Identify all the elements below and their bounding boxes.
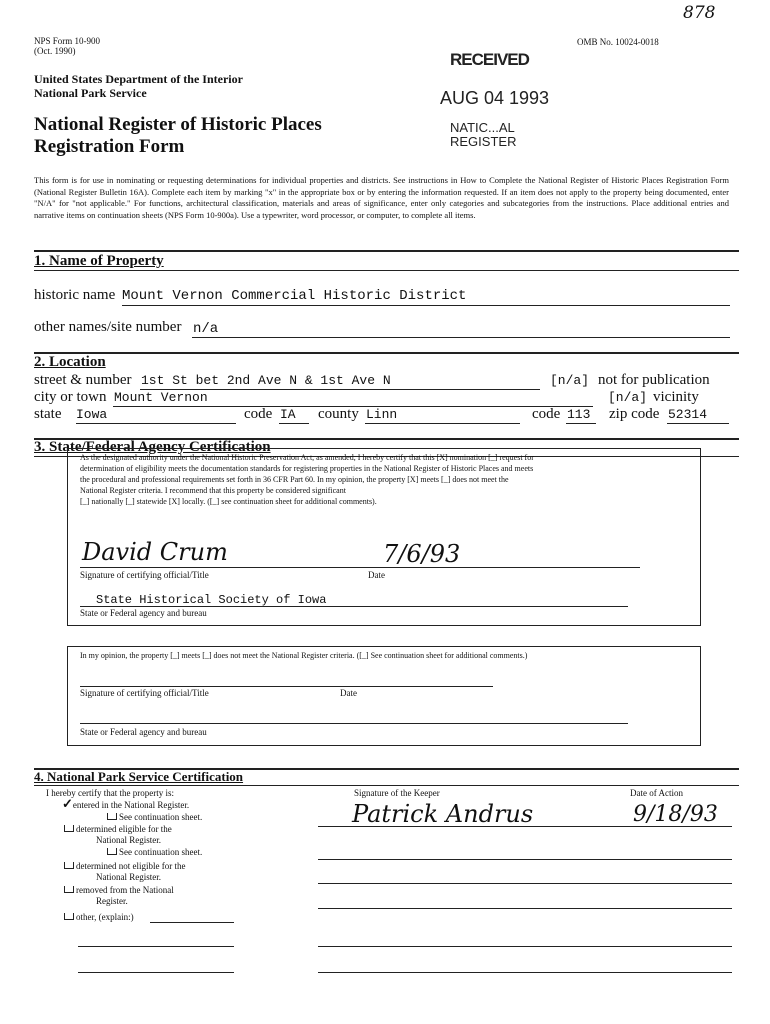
option-continuation bbox=[105, 812, 202, 823]
certification-date-value: 7/6/93 bbox=[383, 540, 461, 568]
county-label: county bbox=[318, 406, 359, 422]
stamp-line2: REGISTER bbox=[450, 134, 517, 149]
omb-number: OMB No. 10024-0018 bbox=[577, 37, 659, 47]
form-date: (Oct. 1990) bbox=[34, 46, 76, 56]
rule bbox=[318, 826, 732, 827]
keeper-signature: Patrick Andrus bbox=[352, 800, 534, 828]
option-not-eligible-cont: National Register. bbox=[96, 872, 161, 882]
rule bbox=[318, 908, 732, 909]
rule bbox=[76, 423, 236, 424]
section4-title: 4. National Park Service Certification bbox=[34, 769, 244, 784]
option-entered-label: entered in the National Register. bbox=[72, 800, 190, 810]
cert-line: determination of eligibility meets the documentation standards for registering properties in the National Register of Historic Places and meets bbox=[80, 464, 534, 473]
state-code-value: IA bbox=[280, 407, 296, 422]
option-not-eligible-label: determined not eligible for the bbox=[76, 861, 186, 871]
signature-label: Signature of certifying official/Title bbox=[80, 570, 209, 580]
street-label: street & number bbox=[34, 372, 132, 388]
option-entered bbox=[62, 796, 190, 811]
rule bbox=[318, 859, 732, 860]
signature-label-2: Signature of certifying official/Title bbox=[80, 688, 209, 698]
continuation-label: See continuation sheet. bbox=[119, 812, 203, 822]
continuation-label: See continuation sheet. bbox=[119, 847, 203, 857]
vicinity-label: vicinity bbox=[653, 389, 699, 405]
received-date: AUG 04 1993 bbox=[440, 88, 550, 108]
agency-label-2: State or Federal agency and bureau bbox=[80, 727, 207, 737]
action-date-label: Date of Action bbox=[630, 788, 683, 798]
form-subtitle: Registration Form bbox=[34, 136, 185, 157]
option-removed-cont: Register. bbox=[96, 896, 128, 906]
rule bbox=[318, 883, 732, 884]
checkbox-icon bbox=[107, 813, 117, 820]
form-number: NPS Form 10-900 bbox=[34, 36, 101, 46]
stamp-line1: NATIC...AL bbox=[450, 120, 515, 135]
rule bbox=[318, 946, 732, 947]
date-label-2: Date bbox=[340, 688, 357, 698]
rule bbox=[78, 946, 234, 947]
agency: National Park Service bbox=[34, 86, 147, 100]
option-other-label: other, (explain:) bbox=[76, 912, 134, 922]
rule bbox=[34, 352, 739, 354]
option-removed bbox=[62, 885, 174, 896]
rule bbox=[365, 423, 520, 424]
code-label: code bbox=[244, 406, 273, 422]
rule bbox=[192, 337, 730, 338]
rule bbox=[150, 922, 234, 923]
county-code-value: 113 bbox=[567, 407, 591, 422]
keeper-label: Signature of the Keeper bbox=[354, 788, 440, 798]
date-label: Date bbox=[368, 570, 385, 580]
option-eligible-label: determined eligible for the bbox=[76, 824, 172, 834]
rule bbox=[80, 686, 493, 687]
option-eligible-cont: National Register. bbox=[96, 835, 161, 845]
option-not-eligible bbox=[62, 861, 185, 872]
corner-mark: 878 bbox=[683, 3, 716, 23]
rule bbox=[34, 250, 739, 252]
cert-line: [_] nationally [_] statewide [X] locally. ([_] see continuation sheet for additional comments). bbox=[80, 497, 377, 506]
zip-value: 52314 bbox=[668, 407, 708, 422]
other-names-value: n/a bbox=[193, 321, 219, 337]
state-agency-value: State Historical Society of Iowa bbox=[96, 593, 327, 607]
historic-name-label: historic name bbox=[34, 287, 116, 303]
rule bbox=[279, 423, 309, 424]
checkbox-icon bbox=[107, 848, 117, 855]
checkbox-icon bbox=[64, 913, 74, 920]
cert-line: National Register criteria. I recommend that this property be considered significant bbox=[80, 486, 346, 495]
certifying-signature: David Crum bbox=[82, 538, 228, 566]
option-removed-label: removed from the National bbox=[76, 885, 174, 895]
street-value: 1st St bet 2nd Ave N & 1st Ave N bbox=[141, 373, 391, 388]
historic-name-value: Mount Vernon Commercial Historic District bbox=[122, 288, 467, 304]
city-label: city or town bbox=[34, 389, 107, 405]
action-date-value: 9/18/93 bbox=[633, 802, 718, 827]
rule bbox=[122, 305, 730, 306]
nfp-value: [n/a] bbox=[550, 373, 590, 388]
rule bbox=[80, 567, 640, 568]
checkbox-icon bbox=[64, 862, 74, 869]
section1-title: 1. Name of Property bbox=[34, 253, 164, 269]
rule bbox=[566, 423, 596, 424]
checkmark-icon: ✓ bbox=[62, 796, 73, 811]
nps-cert-intro: I hereby certify that the property is: bbox=[46, 788, 174, 798]
section2-title: 2. Location bbox=[34, 354, 106, 370]
city-value: Mount Vernon bbox=[114, 390, 208, 405]
rule bbox=[318, 972, 732, 973]
instructions: This form is for use in nominating or requesting determinations for individual properties and districts. See instructions in How to Complete the National Register of Historic Places Registration Form (National Register Bulletin 16A). Complete each item by marking "x" in the appropriate box or by entering the information requested. If an item does not apply to the property being documented, enter "N/A" for "not applicable." For functions, architectural classification, materials and areas of significance, enter only categories and subcategories from the instructions. Place additional entries and narrative items on continuation sheets (NPS Form 10-900a). Use a typewriter, word processor, or computer, to complete all items. bbox=[34, 175, 729, 220]
section3-title: 3. State/Federal Agency Certification bbox=[34, 439, 271, 455]
option-other bbox=[62, 912, 134, 923]
cert-line: the procedural and professional requirements set forth in 36 CFR Part 60. In my opinion, the property [X] meets [_] does not meet the bbox=[80, 475, 509, 484]
county-code-label: code bbox=[532, 406, 561, 422]
other-names-label: other names/site number bbox=[34, 319, 182, 335]
county-value: Linn bbox=[366, 407, 398, 422]
department: United States Department of the Interior bbox=[34, 72, 243, 86]
nfp-label: not for publication bbox=[598, 372, 710, 388]
received-stamp: RECEIVED bbox=[450, 50, 529, 69]
checkbox-icon bbox=[64, 886, 74, 893]
rule bbox=[667, 423, 729, 424]
form-title: National Register of Historic Places bbox=[34, 114, 322, 135]
rule bbox=[78, 972, 234, 973]
opinion-text: In my opinion, the property [_] meets [_] does not meet the National Register criteria. ([_] See continuation sheet for additional comments.) bbox=[80, 651, 528, 660]
rule bbox=[34, 270, 739, 271]
rule bbox=[80, 723, 628, 724]
checkbox-icon bbox=[64, 825, 74, 832]
cert-line: As the designated authority under the National Historic Preservation Act, as amended, I hereby certify that this [X] nomination [_] request for bbox=[80, 453, 534, 462]
state-label: state bbox=[34, 406, 62, 422]
rule bbox=[34, 785, 739, 786]
state-value: Iowa bbox=[76, 407, 108, 422]
zip-label: zip code bbox=[609, 406, 660, 422]
rule bbox=[80, 606, 628, 607]
option-eligible bbox=[62, 824, 172, 835]
agency-label: State or Federal agency and bureau bbox=[80, 608, 207, 618]
certification-text bbox=[80, 452, 534, 507]
vicinity-value: [n/a] bbox=[608, 390, 648, 405]
option-continuation-2 bbox=[105, 847, 202, 858]
